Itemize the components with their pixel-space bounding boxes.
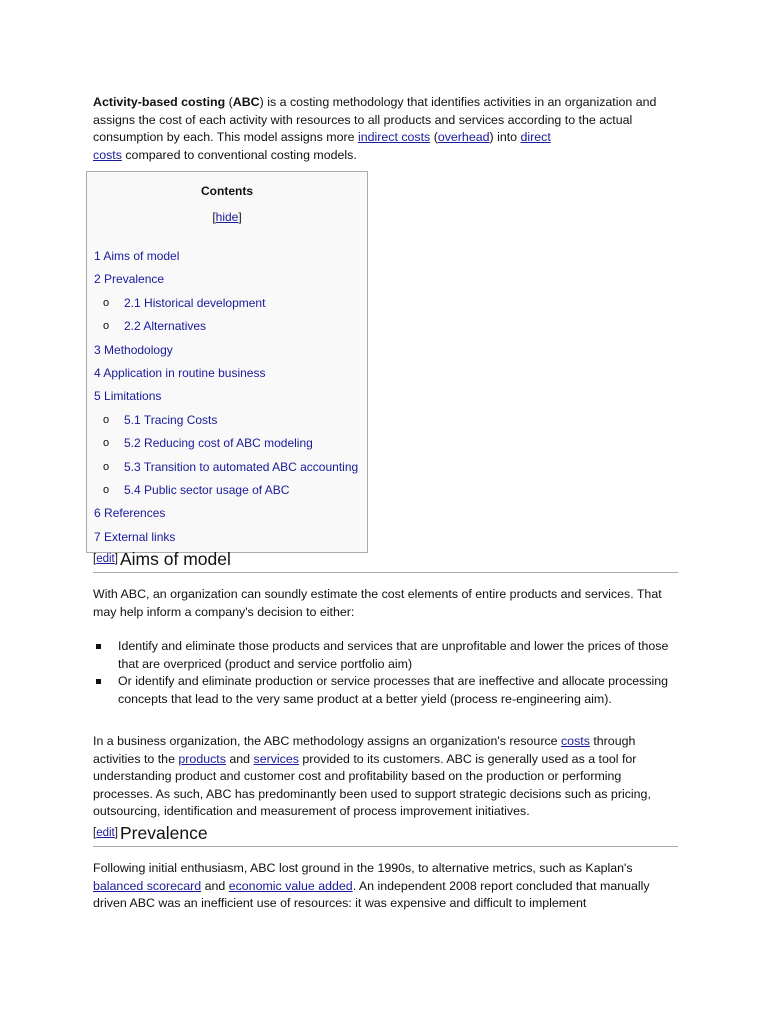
edit-aims-link[interactable]: edit — [96, 553, 115, 566]
toc-label: Transition to automated ABC accounting — [143, 459, 359, 474]
edit-aims: [edit] — [93, 553, 118, 566]
toc-link[interactable] — [124, 413, 217, 427]
toc-number: 5.2 — [124, 436, 141, 451]
list-item — [93, 673, 673, 708]
toc-number: 2 — [94, 272, 101, 287]
toc-item — [94, 435, 364, 458]
toc-item — [94, 459, 364, 482]
heading-aims: Aims of model — [120, 549, 231, 570]
toc-number: 1 — [94, 249, 101, 263]
toc-link[interactable] — [124, 296, 265, 310]
text: and — [225, 751, 254, 766]
link-products[interactable]: products — [178, 751, 226, 766]
section-heading-aims — [93, 548, 678, 573]
text: provided to its customers. ABC is generally used as a tool for understanding product and customer cost and profitability based on the production or performing processes. As such, ABC has predominantly been used to support strategic decisions such as pricing, outsourcing, identification and measurement of process improvement initiatives. — [93, 751, 651, 819]
toc-bullet-icon: o — [103, 460, 110, 473]
table-of-contents — [86, 171, 368, 553]
toc-bullet-icon: o — [103, 437, 110, 450]
toc-item — [94, 412, 364, 435]
toc-number: 5 — [94, 389, 101, 404]
list-item — [93, 638, 673, 673]
toc-label: Reducing cost of ABC modeling — [144, 436, 313, 451]
prevalence-paragraph — [93, 860, 673, 913]
toc-label: Application in routine business — [103, 365, 266, 380]
text: Following initial enthusiasm, ABC lost ground in the 1990s, to alternative metrics, such as Kaplan's — [93, 861, 633, 875]
heading-prevalence: Prevalence — [120, 823, 208, 844]
aims-paragraph-2 — [93, 733, 673, 821]
toc-label: Public sector usage of ABC — [144, 482, 290, 497]
text: . An independent 2008 report concluded that manually driven ABC was an inefficient use of resources: it was expensive and difficult to implement — [93, 878, 650, 911]
text: through activities to the — [93, 734, 636, 766]
aims-bullet-list — [93, 638, 673, 708]
toc-link[interactable] — [94, 343, 173, 357]
toc-item — [94, 505, 364, 528]
toc-list — [94, 248, 364, 552]
link-balanced-scorecard[interactable]: balanced scorecard — [93, 878, 202, 893]
toc-item — [94, 482, 364, 505]
toc-link[interactable] — [94, 272, 164, 286]
intro-text: is a costing methodology that identifies activities in an organization and assigns the cost of each activity with resources to all products and services according to the actual consumption by each. This model assigns more — [93, 95, 657, 145]
intro-text-3: compared to conventional costing models. — [121, 147, 357, 162]
toc-bullet-icon: o — [103, 413, 110, 426]
text: and — [201, 878, 229, 893]
aims-paragraph-1: With ABC, an organization can soundly estimate the cost elements of entire products and services. That may help inform a company's decision to either: — [93, 587, 662, 619]
toc-number: 7 — [94, 529, 101, 544]
toc-link[interactable] — [94, 366, 265, 380]
toc-hide: [hide] — [212, 209, 242, 224]
abbr: ABC — [232, 95, 260, 109]
toc-label: References — [104, 506, 166, 521]
link-economic-value-added[interactable]: economic value added — [228, 878, 353, 893]
toc-bullet-icon: o — [103, 320, 110, 333]
toc-number: 5.1 — [124, 412, 141, 427]
section-heading-prevalence — [93, 822, 678, 847]
toc-item — [94, 271, 364, 294]
toc-link[interactable] — [124, 436, 313, 450]
toc-item — [94, 248, 364, 271]
link-indirect-costs[interactable]: indirect costs — [357, 130, 431, 145]
toc-label: Methodology — [104, 342, 173, 357]
list-item-text: Or identify and eliminate production or service processes that are ineffective and allocate processing concepts that lead to the very same product at a better yield (process re-engineering aim). — [118, 674, 669, 706]
toc-label: Alternatives — [143, 319, 207, 334]
toc-number: 6 — [94, 506, 101, 521]
toc-item — [94, 295, 364, 318]
intro-paragraph: Activity-based costing (ABC) is a costing methodology that identifies activities in an organization and assigns the cost of each activity with resources to all products and services according to the actual consumption by each. This model assigns more indirect costs (overhead) into direct costs compared to conventional costing models. — [93, 95, 657, 162]
toc-label: Prevalence — [104, 272, 165, 287]
toc-label: Aims of model — [103, 249, 180, 263]
toc-hide-link[interactable]: hide — [215, 209, 239, 224]
toc-label: Historical development — [144, 295, 266, 310]
link-costs[interactable]: costs — [560, 734, 590, 748]
bullet-square-icon — [96, 644, 101, 649]
text: In a business organization, the ABC methodology assigns an organization's resource — [93, 734, 561, 748]
toc-number: 4 — [94, 365, 101, 380]
toc-number: 5.4 — [124, 482, 141, 497]
toc-link[interactable] — [94, 249, 179, 263]
link-services[interactable]: services — [253, 751, 299, 766]
toc-item — [94, 342, 364, 365]
toc-bullet-icon: o — [103, 296, 110, 309]
term: Activity-based costing — [93, 95, 226, 109]
edit-prevalence: [edit] — [93, 827, 118, 840]
bullet-square-icon — [96, 679, 101, 684]
toc-item — [94, 365, 364, 388]
toc-title: Contents — [201, 184, 253, 198]
toc-number: 3 — [94, 342, 101, 357]
edit-prevalence-link[interactable]: edit — [96, 827, 115, 840]
toc-number: 5.3 — [124, 459, 141, 474]
toc-link[interactable] — [124, 483, 289, 497]
link-costs-intro[interactable]: costs — [93, 147, 122, 162]
toc-number: 2.1 — [124, 295, 141, 310]
link-direct[interactable]: direct — [520, 130, 551, 145]
toc-label: External links — [104, 529, 176, 544]
toc-label: Limitations — [104, 389, 162, 404]
toc-link[interactable] — [124, 460, 358, 474]
toc-link[interactable] — [124, 319, 206, 333]
toc-link[interactable] — [94, 530, 175, 544]
link-overhead[interactable]: overhead — [437, 130, 490, 145]
toc-link[interactable] — [94, 506, 165, 520]
intro-text-2: ) into — [489, 130, 521, 145]
toc-label: Tracing Costs — [143, 412, 218, 427]
toc-link[interactable] — [94, 389, 161, 403]
toc-bullet-icon: o — [103, 483, 110, 496]
list-item-text: Identify and eliminate those products and services that are unprofitable and lower the prices of those that are overpriced (product and service portfolio aim) — [118, 639, 669, 671]
toc-number: 2.2 — [124, 319, 141, 334]
article — [93, 94, 683, 911]
toc-item — [94, 318, 364, 341]
toc-item — [94, 388, 364, 411]
